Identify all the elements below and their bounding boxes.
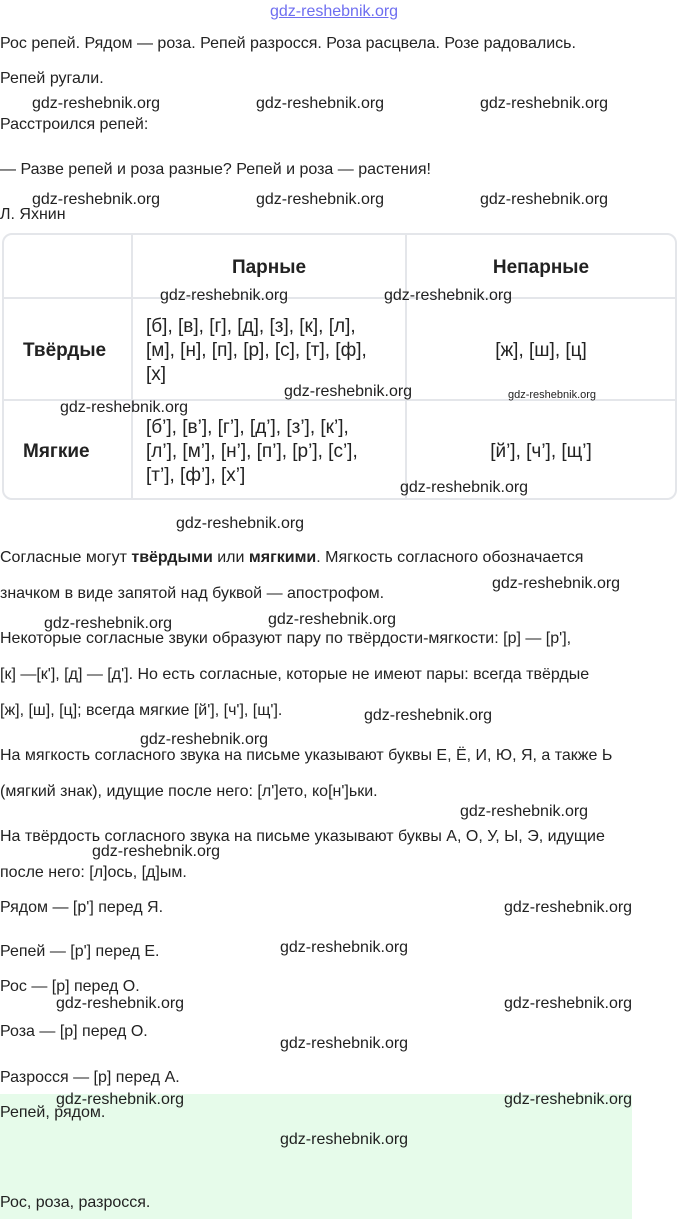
table-cell-hard-unpaired: [ж], [ш], [ц] — [495, 340, 587, 361]
watermark-link[interactable]: gdz-reshebnik.org — [160, 287, 289, 304]
table-divider — [4, 297, 675, 299]
watermark-link[interactable]: gdz-reshebnik.org — [176, 515, 305, 532]
watermark-link[interactable]: gdz-reshebnik.org — [280, 1131, 409, 1148]
watermark-link[interactable]: gdz-reshebnik.org — [504, 1091, 633, 1108]
watermark-link[interactable]: gdz-reshebnik.org — [284, 383, 413, 400]
watermark-link[interactable]: gdz-reshebnik.org — [256, 191, 385, 208]
watermark-link[interactable]: gdz-reshebnik.org — [56, 1091, 185, 1108]
watermark-link[interactable]: gdz-reshebnik.org — [460, 803, 589, 820]
table-cell-hard-paired: [б], [в], [г], [д], [з], [к], [л], [м], [н], [п], [р], [с], [т], [ф], [х] — [146, 316, 367, 385]
paragraph-2-line-3: [ж], [ш], [ц]; всегда мягкие [й'], [ч'], [щ']. — [0, 702, 283, 719]
watermark-link[interactable]: gdz-reshebnik.org — [480, 95, 609, 112]
table-header-paired: Парные — [231, 257, 307, 278]
paragraph-1-line-1: Согласные могут твёрдыми или мягкими. Мягкость согласного обозначается — [0, 549, 584, 566]
watermark-link[interactable]: gdz-reshebnik.org — [384, 287, 513, 304]
watermark-link[interactable]: gdz-reshebnik.org — [56, 995, 185, 1012]
watermark-link[interactable]: gdz-reshebnik.org — [92, 843, 221, 860]
paragraph-1-line-2: значком в виде запятой над буквой — апострофом. — [0, 585, 385, 602]
paragraph-4-line-1: На твёрдость согласного звука на письме указывают буквы А, О, У, Ы, Э, идущие — [0, 828, 605, 845]
watermark-link[interactable]: gdz-reshebnik.org — [480, 191, 609, 208]
watermark-link[interactable]: gdz-reshebnik.org — [504, 995, 633, 1012]
table-cell-soft-paired: [б’], [в’], [г’], [д’], [з’], [к’], [л’], [м’], [н’], [п’], [р’], [с’], [т’], [ф’], [х’] — [146, 417, 358, 486]
watermark-link[interactable]: gdz-reshebnik.org — [508, 389, 597, 401]
watermark-link[interactable]: gdz-reshebnik.org — [256, 95, 385, 112]
paragraph-2-line-1: Некоторые согласные звуки образуют пару по твёрдости-мягкости: [р] — [р'], — [0, 630, 572, 647]
example-line: Рос — [р] перед О. — [0, 978, 140, 995]
table-row-header-hard: Твёрдые — [23, 340, 107, 361]
table-header-unpaired: Непарные — [492, 257, 590, 278]
watermark-link[interactable]: gdz-reshebnik.org — [268, 611, 397, 628]
watermark-link[interactable]: gdz-reshebnik.org — [32, 191, 161, 208]
example-line: Рядом — [р'] перед Я. — [0, 899, 164, 916]
answer-line-1: Репей, рядом. — [0, 1104, 106, 1121]
watermark-link[interactable]: gdz-reshebnik.org — [504, 899, 633, 916]
consonants-table — [2, 233, 677, 500]
example-line: Роза — [р] перед О. — [0, 1023, 148, 1040]
table-cell-soft-unpaired: [й’], [ч’], [щ’] — [490, 441, 592, 462]
poem-line-1: Рос репей. Рядом — роза. Репей разросся. Роза расцвела. Розе радовались. — [0, 35, 576, 52]
watermark-link[interactable]: gdz-reshebnik.org — [280, 1035, 409, 1052]
watermark-top-link[interactable]: gdz-reshebnik.org — [270, 3, 399, 20]
watermark-link[interactable]: gdz-reshebnik.org — [32, 95, 161, 112]
watermark-link[interactable]: gdz-reshebnik.org — [400, 479, 529, 496]
watermark-link[interactable]: gdz-reshebnik.org — [140, 731, 269, 748]
paragraph-2-line-2: [к] —[к'], [д] — [д']. Но есть согласные, которые не имеют пары: всегда твёрдые — [0, 666, 590, 683]
answer-line-2: Рос, роза, разросся. — [0, 1194, 151, 1211]
poem-line-3: Расстроился репей: — [0, 116, 149, 133]
watermark-link[interactable]: gdz-reshebnik.org — [492, 575, 621, 592]
paragraph-4-line-2: после него: [л]ось, [д]ым. — [0, 864, 187, 881]
paragraph-3-line-2: (мягкий знак), идущие после него: [л']ето, ко[н']ьки. — [0, 783, 378, 800]
poem-author: Л. Яхнин — [0, 206, 66, 223]
watermark-link[interactable]: gdz-reshebnik.org — [364, 707, 493, 724]
watermark-link[interactable]: gdz-reshebnik.org — [280, 939, 409, 956]
table-row-header-soft: Мягкие — [23, 441, 90, 462]
watermark-link[interactable]: gdz-reshebnik.org — [60, 399, 189, 416]
poem-line-2: Репей ругали. — [0, 70, 104, 87]
example-line: Разросся — [р] перед А. — [0, 1069, 180, 1086]
paragraph-3-line-1: На мягкость согласного звука на письме указывают буквы Е, Ё, И, Ю, Я, а также Ь — [0, 747, 613, 764]
watermark-link[interactable]: gdz-reshebnik.org — [44, 615, 173, 632]
poem-line-4: — Разве репей и роза разные? Репей и роза — растения! — [0, 161, 431, 178]
example-line: Репей — [р'] перед Е. — [0, 943, 160, 960]
